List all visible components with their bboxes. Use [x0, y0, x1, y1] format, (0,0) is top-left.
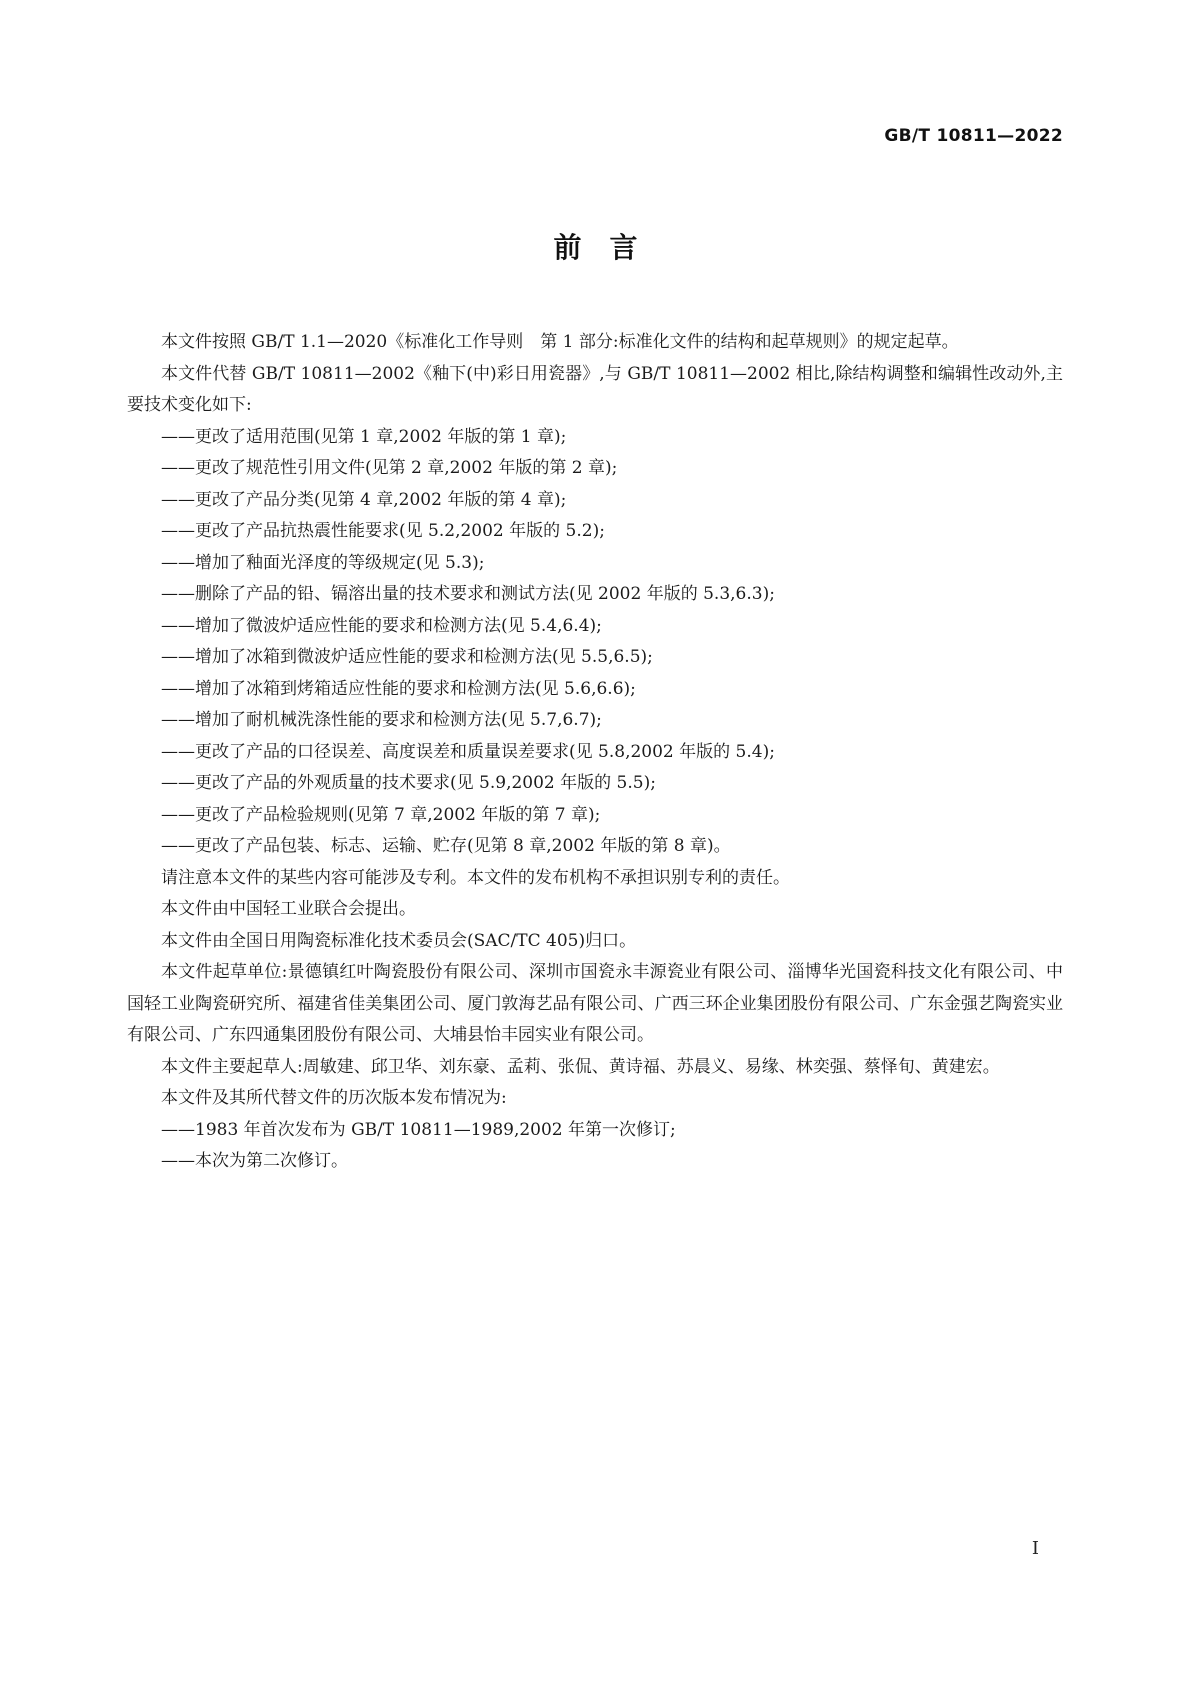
paragraph: 本文件起草单位:景德镇红叶陶瓷股份有限公司、深圳市国瓷永丰源瓷业有限公司、淄博华光国瓷科技文化有限公司、中国轻工业陶瓷研究所、福建省佳美集团公司、厦门敦海艺品有限公司、广西三环企业集团股份有限公司、广东金强艺陶瓷实业有限公司、广东四通集团股份有限公司、大埔县怡丰园实业有限公司。: [127, 962, 1063, 1045]
list-item: ——更改了产品包装、标志、运输、贮存(见第 8 章,2002 年版的第 8 章)。: [161, 836, 731, 856]
list-item: ——更改了产品的口径误差、高度误差和质量误差要求(见 5.8,2002 年版的 5.4);: [161, 741, 775, 762]
foreword-title: 前言: [553, 231, 666, 264]
foreword-body: [127, 327, 1063, 1178]
list-item: ——更改了产品检验规则(见第 7 章,2002 年版的第 7 章);: [161, 804, 601, 825]
list-item: ——增加了耐机械洗涤性能的要求和检测方法(见 5.7,6.7);: [161, 710, 602, 730]
page-number: I: [1031, 1538, 1039, 1559]
paragraph: 本文件由全国日用陶瓷标准化技术委员会(SAC/TC 405)归口。: [161, 930, 637, 951]
paragraph: 本文件按照 GB/T 1.1—2020《标准化工作导则 第 1 部分:标准化文件的结构和起草规则》的规定起草。: [161, 332, 959, 352]
paragraph: 本文件代替 GB/T 10811—2002《釉下(中)彩日用瓷器》,与 GB/T 10811—2002 相比,除结构调整和编辑性改动外,主要技术变化如下:: [127, 363, 1063, 415]
list-item: ——本次为第二次修订。: [161, 1151, 348, 1171]
document-code: GB/T 10811—2022: [884, 126, 1063, 146]
list-item: ——增加了冰箱到烤箱适应性能的要求和检测方法(见 5.6,6.6);: [161, 678, 636, 699]
list-item: ——更改了产品的外观质量的技术要求(见 5.9,2002 年版的 5.5);: [161, 773, 656, 793]
list-item: ——更改了规范性引用文件(见第 2 章,2002 年版的第 2 章);: [161, 458, 618, 478]
list-item: ——删除了产品的铅、镉溶出量的技术要求和测试方法(见 2002 年版的 5.3,6.3);: [161, 584, 775, 604]
paragraph: 本文件由中国轻工业联合会提出。: [161, 899, 416, 919]
list-item: ——增加了微波炉适应性能的要求和检测方法(见 5.4,6.4);: [161, 615, 602, 636]
list-item: ——1983 年首次发布为 GB/T 10811—1989,2002 年第一次修订;: [161, 1119, 676, 1140]
list-item: ——增加了冰箱到微波炉适应性能的要求和检测方法(见 5.5,6.5);: [161, 647, 653, 667]
paragraph: 本文件及其所代替文件的历次版本发布情况为:: [161, 1088, 507, 1108]
list-item: ——增加了釉面光泽度的等级规定(见 5.3);: [161, 552, 485, 573]
list-item: ——更改了适用范围(见第 1 章,2002 年版的第 1 章);: [161, 426, 567, 447]
list-item: ——更改了产品分类(见第 4 章,2002 年版的第 4 章);: [161, 489, 567, 510]
list-item: ——更改了产品抗热震性能要求(见 5.2,2002 年版的 5.2);: [161, 521, 605, 541]
paragraph: 请注意本文件的某些内容可能涉及专利。本文件的发布机构不承担识别专利的责任。: [161, 867, 790, 888]
paragraph: 本文件主要起草人:周敏建、邱卫华、刘东豪、孟莉、张侃、黄诗福、苏晨义、易缘、林奕强、蔡怿旬、黄建宏。: [161, 1056, 1000, 1077]
